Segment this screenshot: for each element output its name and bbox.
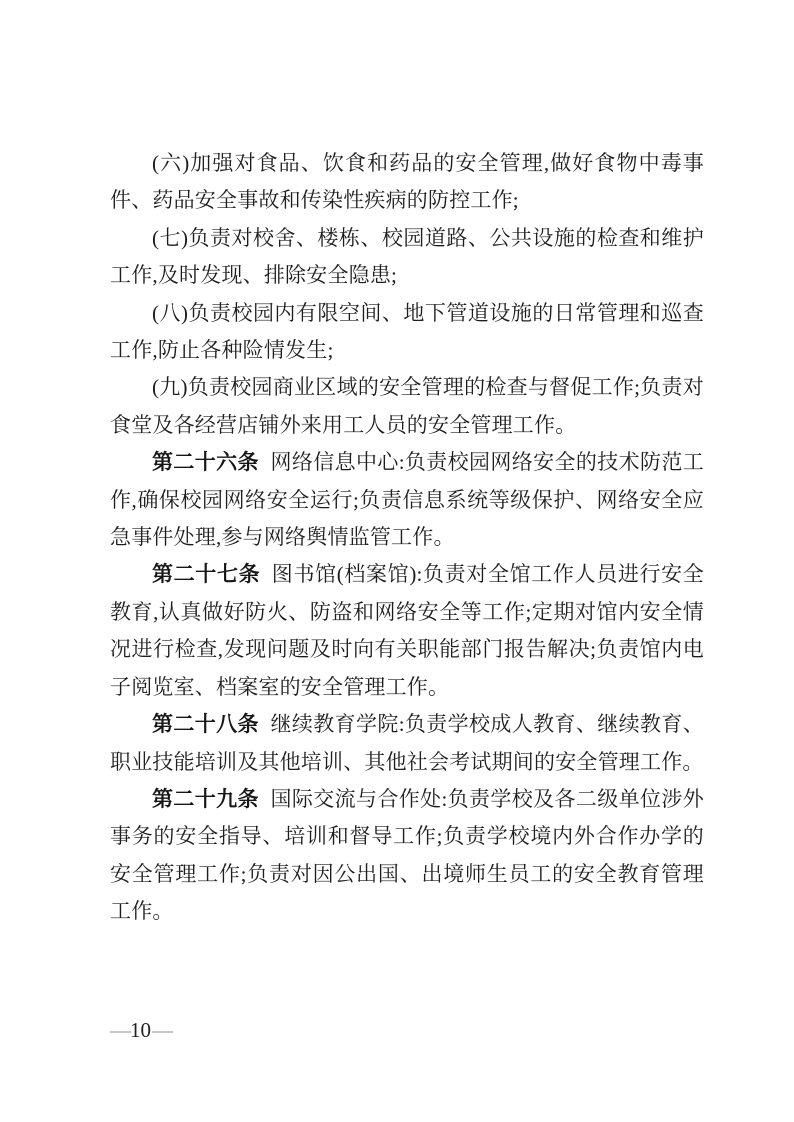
paragraph-text: (七)负责对校舍、楼栋、校园道路、公共设施的检查和维护工作,及时发现、排除安全隐患; xyxy=(110,225,704,288)
page-number-dash-left: — xyxy=(110,1018,129,1042)
article-paragraph xyxy=(110,781,704,931)
paragraph-text: (八)负责校园内有限空间、地下管道设施的日常管理和巡查工作,防止各种险情发生; xyxy=(110,300,704,363)
paragraph-text: (九)负责校园商业区域的安全管理的检查与督促工作;负责对食堂及各经营店铺外来用工人员的安全管理工作。 xyxy=(110,375,704,437)
article-paragraph xyxy=(110,444,704,556)
clause-paragraph xyxy=(110,369,704,444)
article-paragraph xyxy=(110,556,704,706)
article-number: 第二十九条 xyxy=(152,786,259,811)
paragraph-text: 图书馆(档案馆):负责对全馆工作人员进行安全教育,认真做好防火、防盗和网络安全等工作;定期对馆内安全情况进行检查,发现问题及时向有关职能部门报告解决;负责馆内电子阅览室、档案室的安全管理工作。 xyxy=(110,562,704,699)
clause-paragraph xyxy=(110,295,704,370)
article-paragraph xyxy=(110,706,704,781)
page-number-dash-right: — xyxy=(152,1018,171,1042)
paragraph-text: 国际交流与合作处:负责学校及各二级单位涉外事务的安全指导、培训和督导工作;负责学校境内外合作办学的安全管理工作;负责对因公出国、出境师生员工的安全教育管理工作。 xyxy=(110,786,704,924)
document-body xyxy=(110,145,704,931)
paragraph-text: 继续教育学院:负责学校成人教育、继续教育、职业技能培训及其他培训、其他社会考试期间的安全管理工作。 xyxy=(110,712,704,774)
article-number: 第二十七条 xyxy=(152,562,261,587)
article-number: 第二十六条 xyxy=(152,450,259,475)
clause-paragraph xyxy=(110,145,704,220)
paragraph-text: (六)加强对食品、饮食和药品的安全管理,做好食物中毒事件、药品安全事故和传染性疾病的防控工作; xyxy=(110,151,704,213)
clause-paragraph xyxy=(110,220,704,295)
paragraph-text: 网络信息中心:负责校园网络安全的技术防范工作,确保校园网络安全运行;负责信息系统等级保护、网络安全应急事件处理,参与网络舆情监管工作。 xyxy=(110,450,704,550)
page-footer xyxy=(110,1016,171,1044)
page-number: 10 xyxy=(130,1018,151,1042)
article-number: 第二十八条 xyxy=(152,712,259,737)
